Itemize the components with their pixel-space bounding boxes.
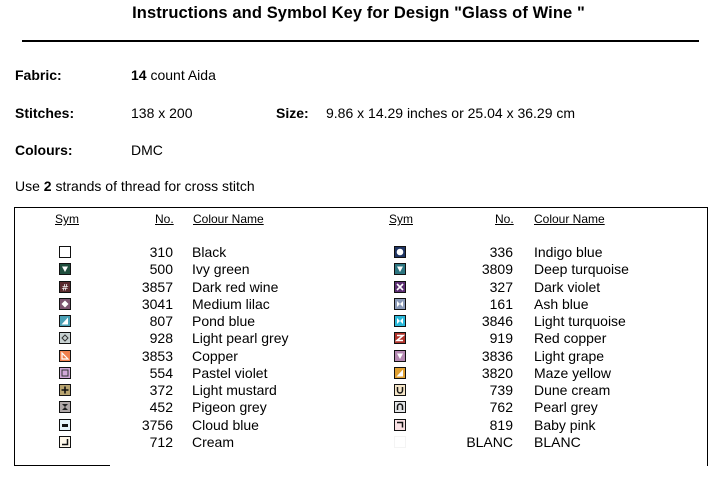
open-square-icon xyxy=(59,246,71,258)
left-colour-name: Black xyxy=(192,244,227,260)
bar-icon xyxy=(59,419,71,431)
table-left-border xyxy=(14,207,15,465)
left-colour-number: 3756 xyxy=(141,417,173,433)
circle-icon xyxy=(394,246,406,258)
strands-count: 2 xyxy=(43,178,52,194)
half-triangle-icon xyxy=(59,315,71,327)
strands-pre: Use xyxy=(15,178,44,194)
right-colour-number: 3809 xyxy=(481,261,513,277)
lines-icon xyxy=(59,367,71,379)
header-no-right: No. xyxy=(495,212,514,226)
right-colour-number: 161 xyxy=(489,296,513,312)
header-name-left: Colour Name xyxy=(193,212,264,226)
fabric-type: count Aida xyxy=(146,67,216,83)
left-colour-name: Pastel violet xyxy=(192,365,268,381)
right-colour-name: Indigo blue xyxy=(534,244,603,260)
corner-icon xyxy=(59,436,71,448)
x-icon xyxy=(394,281,406,293)
right-colour-name: Light turquoise xyxy=(534,313,626,329)
corner-triangle-icon xyxy=(59,350,71,362)
header-no-left: No. xyxy=(155,212,174,226)
left-colour-number: 372 xyxy=(149,382,173,398)
right-colour-name: Light grape xyxy=(534,348,605,364)
right-colour-number: 3836 xyxy=(481,348,513,364)
right-colour-name: Red copper xyxy=(534,330,607,346)
left-colour-number: 807 xyxy=(149,313,173,329)
arch-icon xyxy=(394,401,406,413)
half-triangle-icon xyxy=(394,367,406,379)
stitches-value: 138 x 200 xyxy=(131,105,193,121)
down-triangle-icon xyxy=(59,263,71,275)
title-divider xyxy=(22,40,699,42)
left-colour-name: Copper xyxy=(192,348,238,364)
down-triangle-icon xyxy=(394,350,406,362)
fabric-count: 14 xyxy=(131,67,147,83)
right-colour-name: Ash blue xyxy=(534,296,589,312)
header-name-right: Colour Name xyxy=(534,212,605,226)
right-colour-name: Deep turquoise xyxy=(534,261,629,277)
right-colour-number: 819 xyxy=(489,417,513,433)
left-colour-number: 3857 xyxy=(141,279,173,295)
down-triangle-icon xyxy=(394,263,406,275)
left-colour-number: 554 xyxy=(149,365,173,381)
right-colour-number: BLANC xyxy=(466,434,513,450)
left-colour-name: Cloud blue xyxy=(192,417,259,433)
right-colour-name: Maze yellow xyxy=(534,365,612,381)
right-colour-number: 327 xyxy=(489,279,513,295)
left-colour-name: Cream xyxy=(192,434,235,450)
size-label: Size: xyxy=(276,105,309,121)
left-colour-number: 452 xyxy=(149,399,173,415)
blank-icon xyxy=(394,436,406,448)
left-colour-name: Pigeon grey xyxy=(192,399,267,415)
right-colour-name: Dune cream xyxy=(534,382,611,398)
right-colour-number: 739 xyxy=(489,382,513,398)
header-sym-right: Sym xyxy=(389,212,413,226)
left-colour-name: Light pearl grey xyxy=(192,330,289,346)
small-diamond-icon xyxy=(59,332,71,344)
left-colour-name: Light mustard xyxy=(192,382,277,398)
right-colour-number: 3820 xyxy=(481,365,513,381)
left-colour-name: Dark red wine xyxy=(192,279,279,295)
svg-text:#: # xyxy=(61,283,69,293)
colours-value: DMC xyxy=(131,142,163,158)
left-colour-number: 3041 xyxy=(141,296,173,312)
z-icon xyxy=(394,332,406,344)
bowtie-icon xyxy=(394,298,406,310)
header-sym-left: Sym xyxy=(55,212,79,226)
left-colour-number: 928 xyxy=(149,330,173,346)
strands-post: strands of thread for cross stitch xyxy=(51,178,255,194)
u-icon xyxy=(394,384,406,396)
right-colour-name: Dark violet xyxy=(534,279,601,295)
plus-icon xyxy=(59,384,71,396)
size-value: 9.86 x 14.29 inches or 25.04 x 36.29 cm xyxy=(326,105,576,121)
strands-instruction xyxy=(15,178,255,194)
left-colour-name: Medium lilac xyxy=(192,296,270,312)
fabric-value xyxy=(131,67,216,83)
left-colour-number: 310 xyxy=(149,244,173,260)
right-colour-name: BLANC xyxy=(534,434,581,450)
right-colour-name: Baby pink xyxy=(534,417,596,433)
left-colour-number: 712 xyxy=(149,434,173,450)
fabric-label: Fabric: xyxy=(15,67,62,83)
left-colour-number: 500 xyxy=(149,261,173,277)
right-colour-number: 336 xyxy=(489,244,513,260)
page-title: Instructions and Symbol Key for Design "Glass of Wine " xyxy=(132,4,585,22)
colours-label: Colours: xyxy=(15,142,73,158)
hash-icon xyxy=(59,281,71,293)
right-colour-number: 919 xyxy=(489,330,513,346)
left-colour-number: 3853 xyxy=(141,348,173,364)
hook-icon xyxy=(394,419,406,431)
bowtie-icon xyxy=(394,315,406,327)
table-bottom-border xyxy=(14,465,110,466)
hourglass-icon xyxy=(59,401,71,413)
stitches-label: Stitches: xyxy=(15,105,75,121)
left-colour-name: Ivy green xyxy=(192,261,250,277)
right-colour-name: Pearl grey xyxy=(534,399,598,415)
diamond-icon xyxy=(59,298,71,310)
left-colour-name: Pond blue xyxy=(192,313,256,329)
right-colour-number: 762 xyxy=(489,399,513,415)
right-colour-number: 3846 xyxy=(481,313,513,329)
